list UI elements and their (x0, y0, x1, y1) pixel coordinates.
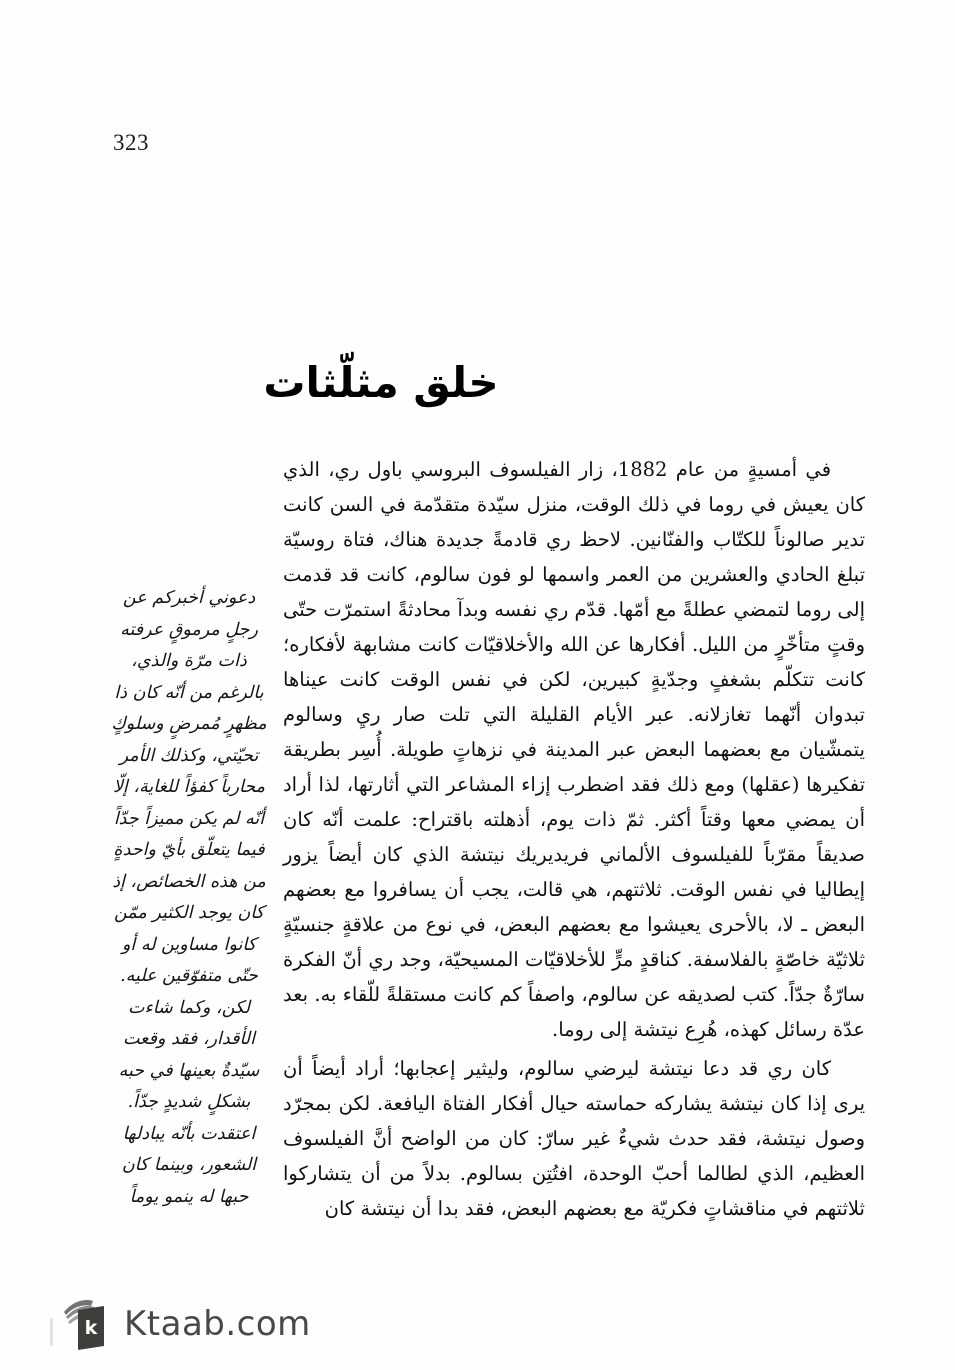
page-number: 323 (113, 130, 149, 155)
site-watermark[interactable] (60, 1296, 311, 1352)
scan-artifact (50, 1318, 53, 1346)
book-logo-icon (60, 1296, 112, 1352)
site-name-label: Ktaab.com (124, 1304, 311, 1344)
margin-note (108, 583, 270, 1213)
margin-note-text: دعوني أخبركم عن رجلٍ مرموقٍ عرفته ذات مرّة والذي، بالرغم من أنّه كان ذا مظهرٍ مُمرضٍ وسلوكٍ تحيّتي، وكذلك الأمر محارباً كفؤاً للغاية، إلّا أنّه لم يكن مميزاً جدّاً فيما يتعلّق بأيّ واحدةٍ من هذه الخصائص، إذ كان يوجد الكثير ممّن كانوا مساوين له أو حتّى متفوّقين عليه. لكن، وكما شاءت الأقدار، فقد وقعت سيّدةٌ بعينها في حبه بشكلٍ شديدٍ جدّاً. اعتقدت بأنّه يبادلها الشعور، وبينما كان حبها له ينمو يوماً (111, 588, 267, 1207)
body-text-column (283, 452, 865, 1226)
body-paragraph: كان ري قد دعا نيتشة ليرضي سالوم، وليثير إعجابها؛ أراد أيضاً أن يرى إذا كان نيتشة يشاركه حماسته حيال أفكار الفتاة اليافعة. لكن بمجرّد وصول نيتشة، فقد حدث شيءٌ غير سارّ: كان من الواضح أنَّ الفيلسوف العظيم، الذي لطالما أحبّ الوحدة، افتُتِن بسالوم. بدلاً من أن يتشاركوا ثلاثتهم في مناقشاتٍ فكريّة مع بعضهم البعض، فقد بدا أن نيتشة كان (283, 1057, 865, 1220)
logo-letter: k (84, 1317, 98, 1339)
page-title: خلق مثلّثات (263, 358, 499, 408)
body-paragraph: في أمسيةٍ من عام 1882، زار الفيلسوف البروسي باول ري، الذي كان يعيش في روما في ذلك الوقت، منزل سيّدة متقدّمة في السن كانت تدير صالوناً للكتّاب والفنّانين. لاحظ ري قادمةً جديدة هناك، فتاة روسيّة تبلغ الحادي والعشرين من العمر واسمها لو فون سالوم، كانت قد قدمت إلى روما لتمضي عطلةً مع أمّها. قدّم ري نفسه وبدآ محادثةً استمرّت حتّى وقتٍ متأخّرٍ من الليل. أفكارها عن الله والأخلاقيّات كانت مشابهة لأفكاره؛ كانت تتكلّم بشغفٍ وجدّيةٍ كبيرين، لكن في نفس الوقت كانت عيناها تبدوان أنّهما تغازلانه. عبر الأيام القليلة التي تلت صار ريِ وسالوم يتمشّيان مع بعضهما البعض عبر المدينة في نزهاتٍ طويلة. أُسِر بطريقة تفكيرها (عقلها) ومع ذلك فقد اضطرب إزاء المشاعر التي أثارتها، لذا أراد أن يمضي معها وقتاً أكثر. ثمّ ذات يوم، أذهلته باقتراح: علمت أنّه كان صديقاً مقرّباً للفيلسوف الألماني فريديريك نيتشة الذي كان أيضاً يزور إيطاليا في نفس الوقت. ثلاثتهم، هي قالت، يجب أن يسافروا مع بعضهم البعض ـ لا، بالأحرى يعيشوا مع بعضهم البعض، في نوع من علاقةٍ جنسيّةٍ ثلاثيّة خاصّةٍ بالفلاسفة. كناقدٍ مرٍّ للأخلاقيّات المسيحيّة، وجد ري أنّ الفكرة سارّةٌ جدّاً. كتب لصديقه عن سالوم، واصفاً كم كانت مستقلةً للّقاء به. بعد عدّة رسائل كهذه، هُرِع نيتشة إلى روما. (283, 458, 865, 1041)
